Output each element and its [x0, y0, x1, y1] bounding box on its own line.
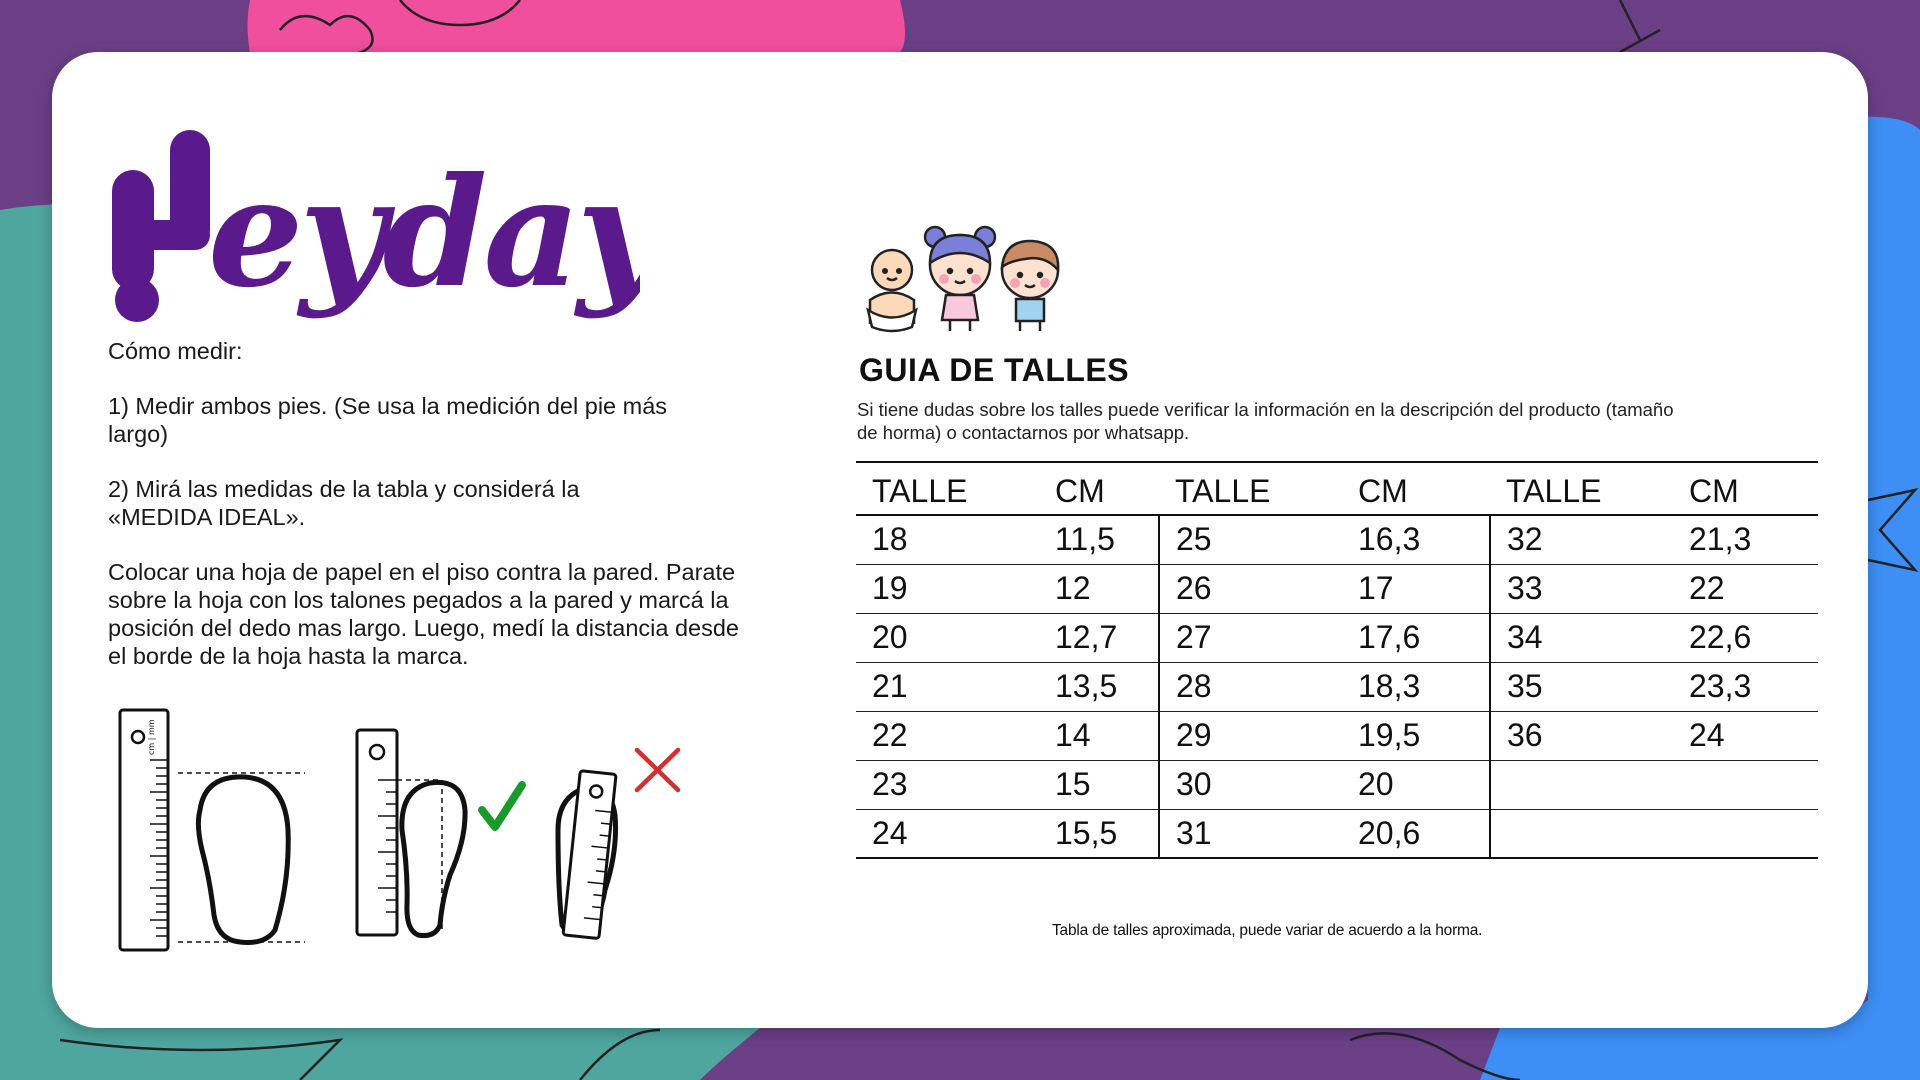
- svg-text:eyday: eyday: [208, 145, 640, 321]
- table-cell: 22,6: [1673, 613, 1818, 662]
- table-cell: 35: [1490, 662, 1673, 711]
- column-header: CM: [1039, 462, 1159, 515]
- table-row: [856, 711, 1818, 760]
- girl-icon: [925, 227, 995, 331]
- table-cell: 15: [1039, 760, 1159, 809]
- kids-illustration: [860, 225, 1070, 335]
- table-cell: 23,3: [1673, 662, 1818, 711]
- table-cell: 27: [1159, 613, 1342, 662]
- table-cell: 28: [1159, 662, 1342, 711]
- table-cell: 12: [1039, 564, 1159, 613]
- table-cell: 30: [1159, 760, 1342, 809]
- column-header: TALLE: [856, 462, 1039, 515]
- table-cell: 17: [1342, 564, 1490, 613]
- table-row: [856, 564, 1818, 613]
- table-cell: [1673, 809, 1818, 858]
- table-header-row: [856, 462, 1818, 515]
- table-cell: 23: [856, 760, 1039, 809]
- table-cell: 21: [856, 662, 1039, 711]
- baby-icon: [868, 250, 916, 331]
- checkmark-icon: [482, 785, 522, 827]
- foot-outline-icon: [198, 777, 288, 943]
- size-table: [856, 461, 1818, 859]
- table-cell: 29: [1159, 711, 1342, 760]
- table-cell: 17,6: [1342, 613, 1490, 662]
- howto-step-1: 1) Medir ambos pies. (Se usa la medición del pie más largo): [108, 393, 668, 447]
- how-to-measure: [108, 337, 748, 697]
- brand-logo: [100, 120, 640, 330]
- howto-title: Cómo medir:: [108, 338, 243, 364]
- table-cell: 14: [1039, 711, 1159, 760]
- howto-instructions: Colocar una hoja de papel en el piso contra la pared. Parate sobre la hoja con los talones pegados a la pared y marcá la posición del dedo mas largo. Luego, medí la distancia desde el borde de la hoja hasta la marca.: [108, 559, 739, 669]
- table-cell: 20: [1342, 760, 1490, 809]
- table-cell: 22: [1673, 564, 1818, 613]
- table-cell: 11,5: [1039, 515, 1159, 564]
- table-cell: 36: [1490, 711, 1673, 760]
- table-cell: 19,5: [1342, 711, 1490, 760]
- measuring-illustration: [110, 700, 710, 960]
- table-row: [856, 809, 1818, 858]
- size-guide-title: GUIA DE TALLES: [859, 352, 1130, 388]
- table-cell: 33: [1490, 564, 1673, 613]
- table-row: [856, 662, 1818, 711]
- table-cell: 12,7: [1039, 613, 1159, 662]
- howto-step-2: 2) Mirá las medidas de la tabla y considerá la «MEDIDA IDEAL».: [108, 476, 580, 530]
- table-cell: 21,3: [1673, 515, 1818, 564]
- table-cell: 34: [1490, 613, 1673, 662]
- table-cell: 25: [1159, 515, 1342, 564]
- table-cell: 13,5: [1039, 662, 1159, 711]
- table-row: [856, 613, 1818, 662]
- table-cell: 22: [856, 711, 1039, 760]
- table-cell: 19: [856, 564, 1039, 613]
- table-cell: [1673, 760, 1818, 809]
- table-cell: 32: [1490, 515, 1673, 564]
- table-cell: 24: [1673, 711, 1818, 760]
- table-cell: 20,6: [1342, 809, 1490, 858]
- ruler-unit-label: cm | mm: [147, 719, 156, 755]
- table-cell: 18: [856, 515, 1039, 564]
- column-header: TALLE: [1490, 462, 1673, 515]
- table-cell: 15,5: [1039, 809, 1159, 858]
- children-icon: [860, 225, 1070, 335]
- size-guide-subtitle: Si tiene dudas sobre los talles puede verificar la información en la descripción del producto (tamaño de horma) o contactarnos por whatsapp.: [857, 399, 1674, 443]
- table-cell: 26: [1159, 564, 1342, 613]
- table-cell: [1490, 760, 1673, 809]
- table-cell: 31: [1159, 809, 1342, 858]
- measure-diagram: [110, 700, 710, 960]
- column-header: CM: [1342, 462, 1490, 515]
- cross-icon: [637, 750, 678, 790]
- heyday-logo-icon: [100, 120, 640, 330]
- size-table-note: Tabla de talles aproximada, puede variar de acuerdo a la horma.: [1052, 922, 1483, 939]
- table-cell: 20: [856, 613, 1039, 662]
- table-cell: 24: [856, 809, 1039, 858]
- ruler-icon: [120, 710, 168, 950]
- boy-icon: [1002, 241, 1058, 331]
- table-row: [856, 515, 1818, 564]
- column-header: CM: [1673, 462, 1818, 515]
- table-row: [856, 760, 1818, 809]
- column-header: TALLE: [1159, 462, 1342, 515]
- table-cell: 16,3: [1342, 515, 1490, 564]
- table-cell: 18,3: [1342, 662, 1490, 711]
- table-cell: [1490, 809, 1673, 858]
